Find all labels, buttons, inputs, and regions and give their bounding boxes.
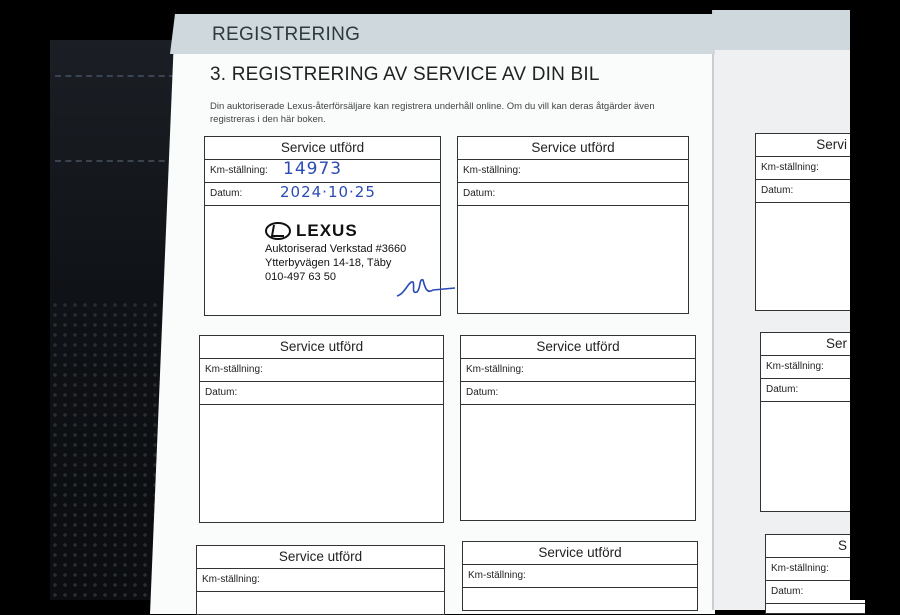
dealer-stamp: [265, 220, 406, 284]
km-row: Km-ställning:: [197, 569, 444, 592]
km-row: Km-ställning:: [756, 157, 865, 180]
km-row: Km-ställning:: [458, 160, 688, 183]
service-card-3: [199, 335, 444, 523]
intro-text: Din auktoriserade Lexus-återförsäljare kan registrera underhåll online. Om du vill kan deras åtgärder även registreras i den här boken.: [210, 101, 655, 125]
km-row: Km-ställning:: [463, 565, 697, 588]
date-row: Datum:: [756, 180, 865, 203]
km-row: [205, 160, 440, 183]
km-row: Km-ställning:: [200, 359, 443, 382]
date-row: Datum:: [458, 183, 688, 206]
signature-scribble: [395, 276, 457, 302]
lexus-brand-text: LEXUS: [296, 221, 358, 240]
service-card-2: [457, 136, 689, 314]
service-card-5: [196, 545, 445, 615]
service-card-title: Service utförd: [463, 542, 697, 565]
stamp-line: Ytterbyvägen 14-18, Täby: [265, 257, 392, 269]
header-band-right: [714, 10, 850, 50]
date-row: Datum:: [761, 379, 865, 402]
card-body: [205, 206, 440, 316]
photo-frame-right: [850, 0, 900, 600]
stamp-line: Auktoriserad Verkstad #3660: [265, 243, 407, 255]
service-card-title: Servi: [756, 134, 865, 157]
section-title: 3. REGISTRERING AV SERVICE AV DIN BIL: [210, 64, 600, 85]
service-card-title: Service utförd: [197, 546, 444, 569]
service-card-title: Ser: [761, 333, 865, 356]
km-label: Km-ställning:: [210, 165, 268, 176]
service-card-title: Service utförd: [205, 137, 440, 160]
date-row: Datum:: [766, 581, 865, 604]
right-service-card-1: [755, 133, 865, 311]
service-card-4: [460, 335, 696, 521]
seat-stitching: [55, 160, 175, 162]
service-card-title: Service utförd: [200, 336, 443, 359]
seat-stitching: [55, 75, 175, 77]
service-card-title: S: [766, 535, 865, 558]
date-row: Datum:: [200, 382, 443, 405]
km-row: Km-ställning:: [766, 558, 865, 581]
lexus-emblem-icon: [265, 222, 291, 240]
service-card-6: [462, 541, 698, 611]
service-card-title: Service utförd: [461, 336, 695, 359]
date-row: Datum:: [461, 382, 695, 405]
photo-frame-top: [0, 0, 900, 10]
lexus-logo: [265, 220, 406, 242]
km-row: Km-ställning:: [761, 356, 865, 379]
header-title: REGISTRERING: [212, 24, 361, 45]
service-card-1: [204, 136, 441, 316]
km-row: Km-ställning:: [461, 359, 695, 382]
date-row: [205, 183, 440, 206]
date-value-handwritten: 2024·10·25: [280, 183, 376, 201]
date-label: Datum:: [210, 188, 243, 199]
service-card-title: Service utförd: [458, 137, 688, 160]
km-value-handwritten: 14973: [283, 160, 343, 179]
stamp-line: 010-497 63 50: [265, 271, 336, 283]
